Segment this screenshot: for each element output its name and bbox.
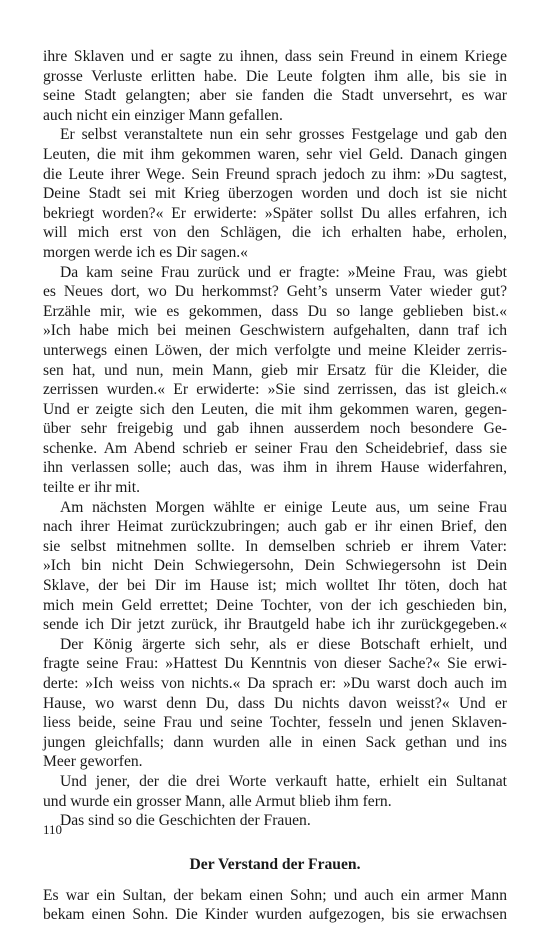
text-line: Da kam seine Frau zurück und er fragte: »Meine Frau, was giebt (60, 263, 507, 281)
text-line: Das sind so die Geschichten der Frauen. (60, 812, 311, 830)
text-line: bekriegt worden?« Er erwiderte: »Später sollst Du alles erfahren, ich (43, 204, 507, 222)
text-line: schenke. Am Abend schrieb er seiner Frau den Scheidebrief, dass sie (43, 439, 507, 457)
page-number: 110 (43, 822, 63, 837)
text-line: derte: »Ich weiss von nichts.« Da sprach er: »Du warst doch auch im (43, 675, 507, 692)
text-line: Meer geworfen. (43, 753, 143, 771)
text-line: Am nächsten Morgen wählte er einige Leute aus, um seine Frau (60, 498, 507, 516)
text-line: grosse Verluste erlitten habe. Die Leute folgten ihm alle, bis sie in (43, 67, 507, 85)
text-line: die Leute ihrer Wege. Sein Freund sprach jedoch zu ihm: »Du sagtest, (43, 165, 507, 183)
text-line: ihre Sklaven und er sagte zu ihnen, dass sein Freund in einem Kriege (43, 48, 507, 65)
text-line: Und er zeigte sich den Leuten, die mit ihm gekommen waren, gegen- (43, 400, 507, 418)
text-line: auch nicht ein einziger Mann gefallen. (43, 106, 283, 124)
text-line: Er selbst veranstaltete nun ein sehr grosses Festgelage und gab den (60, 126, 507, 144)
text-line: mich mein Geld errettet; Deine Tochter, von der ich geschieden bin, (43, 596, 507, 614)
text-line: will mich erst von den Schlägen, die ich erhalten habe, erholen, (43, 224, 507, 242)
text-line: Erzähle mir, wie es gekommen, dass Du so lange geblieben bist.« (43, 302, 507, 320)
text-line: »Ich bin nicht Dein Schwiegersohn, Dein Schwiegersohn ist Dein (43, 557, 507, 575)
text-line: morgen werde ich es Dir sagen.« (43, 243, 248, 261)
text-line: fragte seine Frau: »Hattest Du Kenntnis von dieser Sache?« Sie erwi- (43, 655, 507, 673)
text-line: und wurde ein grosser Mann, alle Armut blieb ihm fern. (43, 792, 392, 810)
text-line: unterwegs einen Löwen, der mich verfolgte und meine Kleider zerris- (43, 341, 507, 359)
text-line: Sklave, der bei Dir im Hause ist; mich wolltet Ihr töten, doch hat (43, 577, 507, 595)
text-line: Deine Stadt sei mit Krieg überzogen worden und doch ist sie nicht (43, 185, 507, 203)
text-line: bekam einen Sohn. Die Kinder wurden aufgezogen, bis sie erwachsen (43, 906, 507, 924)
text-line: Der König ärgerte sich sehr, als er diese Botschaft erhielt, und (60, 635, 507, 653)
text-line: Leuten, die mit ihm gekommen waren, sehr viel Geld. Danach gingen (43, 145, 507, 163)
text-line: sie selbst mitnehmen sollte. In demselben schrieb er ihrem Vater: (43, 537, 507, 555)
text-line: nach ihrer Heimat zurückzubringen; auch gab er ihr einen Brief, den (43, 518, 507, 536)
text-line: zerrissen wurden.« Er erwiderte: »Sie sind zerrissen, das ist gleich.« (43, 381, 507, 399)
new-chapter-text (43, 886, 507, 925)
text-line: Hause, wo warst denn Du, dass Du nichts davon weisst?« Und er (43, 694, 507, 712)
text-line: seine Stadt gelangten; aber sie fanden die Stadt unversehrt, es war (43, 87, 507, 105)
text-line: teilte er ihr mit. (43, 479, 140, 497)
text-line: jungen gleichfalls; dann wurden alle in einen Sack gethan und ins (43, 733, 507, 751)
text-line: Es war ein Sultan, der bekam einen Sohn; und auch ein armer Mann (43, 886, 507, 904)
text-line: »Ich habe mich bei meinen Geschwistern aufgehalten, dann traf ich (43, 322, 507, 340)
story-ending-text (43, 47, 507, 831)
text-line: sen hat, und nun, mein Mann, gieb mir Ersatz für die Kleider, die (43, 361, 507, 379)
text-line: Und jener, der die drei Worte verkauft hatte, erhielt ein Sultanat (60, 772, 507, 790)
text-line: sende ich Dir jetzt zurück, ihr Brautgeld habe ich ihr zurückgegeben.« (43, 616, 507, 634)
text-line: liess beide, seine Frau und seine Tochter, fesseln und jenen Sklaven- (43, 714, 507, 732)
text-line: über sehr freigebig und gab ihnen ausserdem noch besondere Ge- (43, 420, 507, 438)
text-line: es Neues dort, wo Du herkommst? Geht’s unserm Vater wieder gut? (43, 283, 507, 301)
chapter-heading: Der Verstand der Frauen. (189, 855, 361, 873)
text-line: ihn verlassen solle; auch das, was ihm in ihrem Hause widerfahren, (43, 459, 507, 477)
page-body (43, 47, 507, 925)
